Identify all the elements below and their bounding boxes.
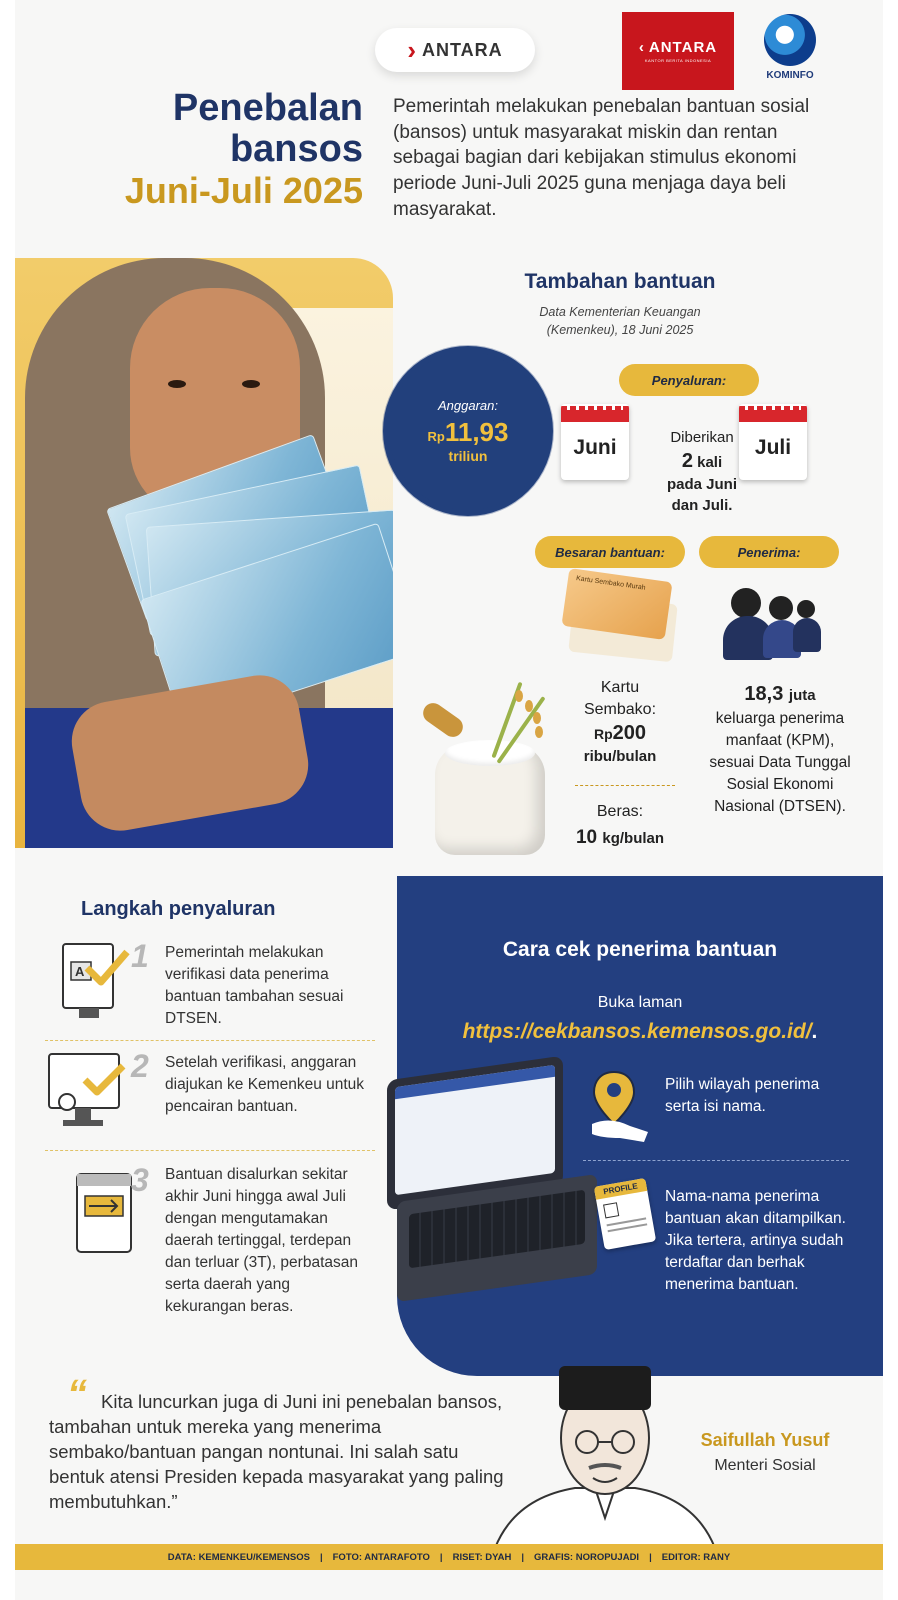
antara-logo [375,28,535,72]
calendar-juni-icon [561,404,629,480]
quote-text: Kita luncurkan juga di Juni ini penebalan bansos, tambahan untuk mereka yang menerima sembako/bantuan pangan nontunai. Ini salah satu bentuk atensi Presiden kepada masyarakat yang paling membutuhkan.” [49,1391,504,1512]
times-desc-2: dan Juli. [671,496,733,514]
profile-card-icon [594,1178,656,1250]
rice-sack-icon [415,690,555,860]
title-line-3: Juni-Juli 2025 [124,170,363,212]
antara-box-mark-icon: ‹ [638,39,645,56]
calendar-month-juni: Juni [573,436,617,459]
times-unit: kali [697,454,723,472]
anggaran-unit: triliun [448,448,488,464]
verification-document-icon [57,938,137,1028]
kartu-label-2: Sembako: [583,700,657,718]
beras-label: Beras: [596,803,644,820]
anggaran-value: 11,93 [444,417,509,447]
step-divider [45,1040,375,1041]
profile-label: PROFILE [594,1178,647,1200]
step-number-1: 1 [131,938,149,974]
credit-grafis: GRAFIS: NOROPUJADI [534,1551,640,1563]
diberikan-text [649,428,755,516]
credit-foto: FOTO: ANTARAFOTO [332,1551,430,1563]
cara-cek-title: Cara cek penerima bantuan [502,938,778,961]
tambahan-source [490,304,750,339]
besaran-pill: Besaran bantuan: [535,536,685,568]
infographic-page [15,0,883,1600]
beras-unit: kg/bulan [602,830,665,847]
url-period: . [811,1020,818,1043]
laptop-icon [377,1068,597,1298]
anggaran-badge [389,352,547,510]
kominfo-emblem-icon [764,14,816,66]
beras-info [555,800,685,853]
cekbansos-url[interactable]: https://cekbansos.kemensos.go.id/ [462,1020,812,1043]
step-2-text: Setelah verifikasi, anggaran diajukan ke Kemenkeu untuk pencairan bantuan. [165,1054,365,1115]
credit-separator: | [319,1551,323,1563]
people-group-icon [723,580,823,660]
card-text: Kartu Sembako Murah [561,568,672,640]
step-number-2: 2 [131,1048,149,1084]
credit-data: DATA: KEMENKEU/KEMENSOS [167,1551,310,1563]
times-value: 2 [681,450,693,473]
svg-text:A: A [75,964,85,979]
cekbansos-link[interactable] [397,1020,883,1044]
anggaran-currency: Rp [427,429,445,444]
kartu-unit: ribu/bulan [583,748,657,766]
penerima-desc: keluarga penerima manfaat (KPM), sesuai Data Tunggal Sosial Ekonomi Nasional (DTSEN). [709,710,851,816]
antara-logo-text: ANTARA [422,39,503,60]
credit-riset: RISET: DYAH [452,1551,512,1563]
kominfo-logo-text: KOMINFO [766,70,814,81]
kartu-beras-divider [575,785,675,786]
eye-left [168,380,186,388]
kartu-value: 200 [612,722,647,745]
step-1-text: Pemerintah melakukan verifikasi data penerima bantuan tambahan sesuai DTSEN. [165,944,344,1027]
step-3-text: Bantuan disalurkan sekitar akhir Juni hingga awal Juli dengan mengutamakan daerah tertinggal, terdepan dan terluar (3T), perbatasan serta daerah yang kekurangan beras. [165,1166,358,1315]
step-number-3: 3 [131,1162,149,1198]
photo-woman-with-money [15,258,393,848]
langkah-title: Langkah penyaluran [81,898,276,920]
antara-mark-icon: › [407,34,416,65]
speaker-role: Menteri Sosial [714,1457,816,1474]
intro-paragraph: Pemerintah melakukan penebalan bantuan sosial (bansos) untuk masyarakat miskin dan rentan sebagai bagian dari kebijakan stimulus ekonomi periode Juni-Juli 2025 guna menjaga daya beli masyarakat. [393,96,810,220]
kartu-sembako-card-icon [565,575,675,665]
anggaran-label: Anggaran: [438,398,498,413]
page-title [125,88,363,211]
credits-footer [15,1544,883,1570]
eye-right [242,380,260,388]
beras-value: 10 [575,827,598,848]
penerima-value: 18,3 [744,683,784,705]
antara-box-subtext: KANTOR BERITA INDONESIA [644,58,712,63]
times-desc-1: pada Juni [666,476,737,494]
penyaluran-pill: Penyaluran: [619,364,759,396]
step-divider [45,1150,375,1151]
kartu-currency: Rp [593,726,613,743]
credit-separator: | [439,1551,443,1563]
location-pin-icon [590,1068,650,1148]
source-line-1: Data Kementerian Keuangan [539,305,701,319]
quote-mark-icon: “ [67,1372,83,1416]
antara-box-text: ANTARA [648,39,718,56]
anggaran-amount [428,417,509,448]
speaker-name: Saifullah Yusuf [700,1430,830,1450]
speaker-info [675,1430,855,1475]
kominfo-logo [759,14,821,86]
penerima-unit: juta [788,687,816,704]
kartu-sembako-info [555,677,685,767]
penerima-info [705,680,855,818]
calendar-month-juli: Juli [754,436,792,459]
antara-box-logo [622,12,734,90]
penerima-pill: Penerima: [699,536,839,568]
credit-separator: | [521,1551,525,1563]
tambahan-title: Tambahan bantuan [524,270,716,293]
credit-editor: EDITOR: RANY [661,1551,731,1563]
diberikan-label: Diberikan [670,429,734,446]
monitor-money-icon [45,1050,125,1140]
cara-step-1: Pilih wilayah penerima serta isi nama. [665,1076,820,1115]
source-line-2: (Kemenkeu), 18 Juni 2025 [546,322,694,337]
credit-separator: | [649,1551,652,1563]
title-line-2: bansos [229,128,363,171]
buka-laman-text: Buka laman [597,994,683,1011]
title-line-1: Penebalan [172,87,363,129]
kartu-label-1: Kartu [600,679,640,696]
cara-divider [583,1160,849,1161]
cara-step-2: Nama-nama penerima bantuan akan ditampilkan. Jika tertera, artinya sudah terdaftar dan berhak menerima bantuan. [665,1188,846,1293]
